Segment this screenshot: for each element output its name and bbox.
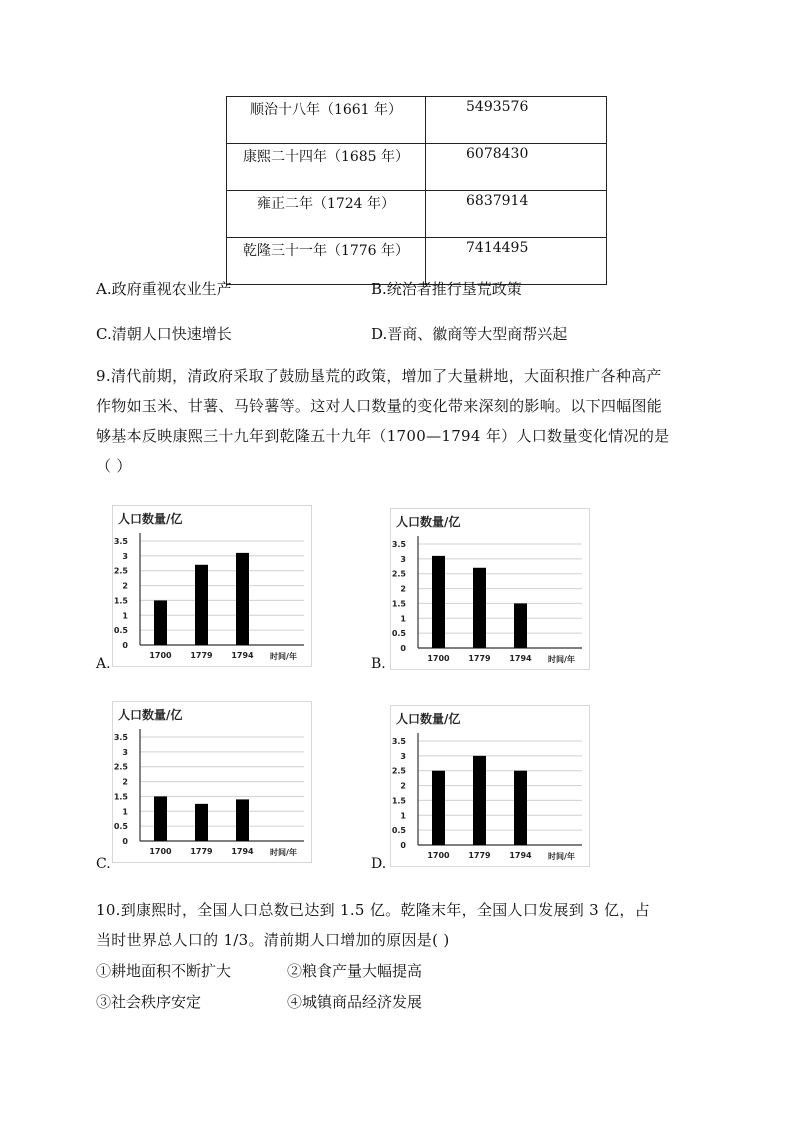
bar [473, 568, 486, 648]
y-tick-label: 3 [122, 747, 128, 757]
bar [236, 553, 249, 645]
q8-option-c: C.清朝人口快速增长 [96, 325, 232, 343]
table-row [227, 144, 607, 191]
chart-d-letter: D. [371, 856, 387, 872]
y-tick-label: 1.5 [391, 599, 406, 609]
bar [514, 603, 527, 648]
table-cell-value: 7414495 [426, 238, 607, 285]
y-tick-label: 1.5 [113, 792, 128, 802]
y-tick-label: 1.5 [113, 596, 128, 606]
table-cell-reign: 顺治十八年（1661 年） [227, 97, 426, 144]
chart-c-letter: C. [96, 856, 111, 872]
x-tick-label: 1794 [509, 654, 532, 663]
bar [154, 796, 167, 841]
bar [236, 799, 249, 841]
x-tick-label: 1700 [427, 654, 450, 663]
x-tick-label: 1700 [149, 651, 172, 660]
y-tick-label: 3.5 [113, 537, 128, 546]
y-tick-label: 2.5 [391, 569, 406, 579]
bar [473, 756, 486, 845]
q8-option-a: A.政府重视农业生产 [96, 280, 232, 298]
x-tick-label: 1779 [468, 654, 491, 663]
y-tick-label: 0.5 [113, 822, 128, 832]
q10-item: ②粮食产量大幅提高 [287, 962, 423, 980]
y-tick-label: 0.5 [391, 629, 406, 639]
q10-item: ①耕地面积不断扩大 [96, 962, 232, 980]
x-tick-label: 1779 [468, 851, 491, 860]
table-row [227, 191, 607, 238]
y-tick-label: 1 [122, 807, 128, 817]
table-cell-value: 6837914 [426, 191, 607, 238]
y-tick-label: 2 [122, 777, 128, 787]
chart-svg [112, 505, 312, 667]
bar [195, 565, 208, 645]
q10-line: 10.到康熙时，全国人口总数已达到 1.5 亿。乾隆末年，全国人口发展到 3 亿，占 [96, 901, 650, 919]
table-row [227, 238, 607, 285]
q9-line: 作物如玉米、甘薯、马铃薯等。这对人口数量的变化带来深刻的影响。以下四幅图能 [96, 397, 663, 415]
y-tick-label: 3.5 [391, 737, 406, 746]
x-axis-label: 时间/年 [270, 652, 297, 661]
chart-title: 人口数量/亿 [396, 515, 461, 529]
y-tick-label: 3.5 [391, 540, 406, 549]
table-row [227, 97, 607, 144]
question-9 [96, 361, 716, 481]
chart-b-letter: B. [371, 656, 386, 672]
y-tick-label: 2.5 [391, 766, 406, 776]
x-tick-label: 1794 [231, 847, 254, 856]
x-tick-label: 1700 [149, 847, 172, 856]
y-tick-label: 2 [400, 781, 406, 791]
y-tick-label: 3.5 [113, 733, 128, 742]
table-cell-value: 6078430 [426, 144, 607, 191]
y-tick-label: 0 [122, 641, 128, 650]
y-tick-label: 1 [122, 611, 128, 621]
y-tick-label: 3 [400, 751, 406, 761]
chart-a-letter: A. [96, 656, 111, 672]
x-tick-label: 1794 [231, 651, 254, 660]
y-tick-label: 3 [400, 554, 406, 564]
chart-a [112, 505, 312, 667]
x-tick-label: 1794 [509, 851, 532, 860]
y-tick-label: 3 [122, 551, 128, 561]
x-tick-label: 1779 [190, 847, 213, 856]
bar [432, 771, 445, 845]
bar [154, 600, 167, 645]
bar [432, 556, 445, 648]
y-tick-label: 2 [122, 581, 128, 591]
chart-c [112, 701, 312, 863]
chart-title: 人口数量/亿 [118, 708, 183, 722]
q9-line: 9.清代前期，清政府采取了鼓励垦荒的政策，增加了大量耕地，大面积推广各种高产 [96, 367, 662, 385]
q9-line: 够基本反映康熙三十九年到乾隆五十九年（1700—1794 年）人口数量变化情况的是 [96, 427, 670, 445]
x-axis-label: 时间/年 [270, 848, 297, 857]
q9-line: （ ） [96, 457, 132, 475]
q10-item: ④城镇商品经济发展 [287, 993, 423, 1011]
y-tick-label: 1 [400, 614, 406, 624]
chart-svg [390, 508, 590, 670]
table-cell-value: 5493576 [426, 97, 607, 144]
chart-svg [390, 705, 590, 867]
chart-svg [112, 701, 312, 863]
y-tick-label: 1.5 [391, 796, 406, 806]
chart-title: 人口数量/亿 [396, 712, 461, 726]
x-tick-label: 1700 [427, 851, 450, 860]
question-10 [96, 895, 716, 955]
x-tick-label: 1779 [190, 651, 213, 660]
y-tick-label: 0 [400, 841, 406, 850]
q10-item: ③社会秩序安定 [96, 993, 202, 1011]
y-tick-label: 0.5 [391, 826, 406, 836]
x-axis-label: 时间/年 [548, 852, 575, 861]
chart-b [390, 508, 590, 670]
q8-option-b: B.统治者推行垦荒政策 [371, 280, 522, 298]
q10-line: 当时世界总人口的 1/3。清前期人口增加的原因是( ) [96, 931, 450, 949]
q8-option-d: D.晋商、徽商等大型商帮兴起 [371, 325, 568, 343]
x-axis-label: 时间/年 [548, 655, 575, 664]
y-tick-label: 2.5 [113, 566, 128, 576]
chart-d [390, 705, 590, 867]
table-cell-reign: 雍正二年（1724 年） [227, 191, 426, 238]
y-tick-label: 2 [400, 584, 406, 594]
bar [514, 771, 527, 845]
table-cell-reign: 乾隆三十一年（1776 年） [227, 238, 426, 285]
chart-title: 人口数量/亿 [118, 512, 183, 526]
y-tick-label: 0 [122, 837, 128, 846]
bar [195, 804, 208, 841]
y-tick-label: 0.5 [113, 626, 128, 636]
table-cell-reign: 康熙二十四年（1685 年） [227, 144, 426, 191]
y-tick-label: 2.5 [113, 762, 128, 772]
y-tick-label: 1 [400, 811, 406, 821]
population-table [226, 96, 607, 285]
y-tick-label: 0 [400, 644, 406, 653]
